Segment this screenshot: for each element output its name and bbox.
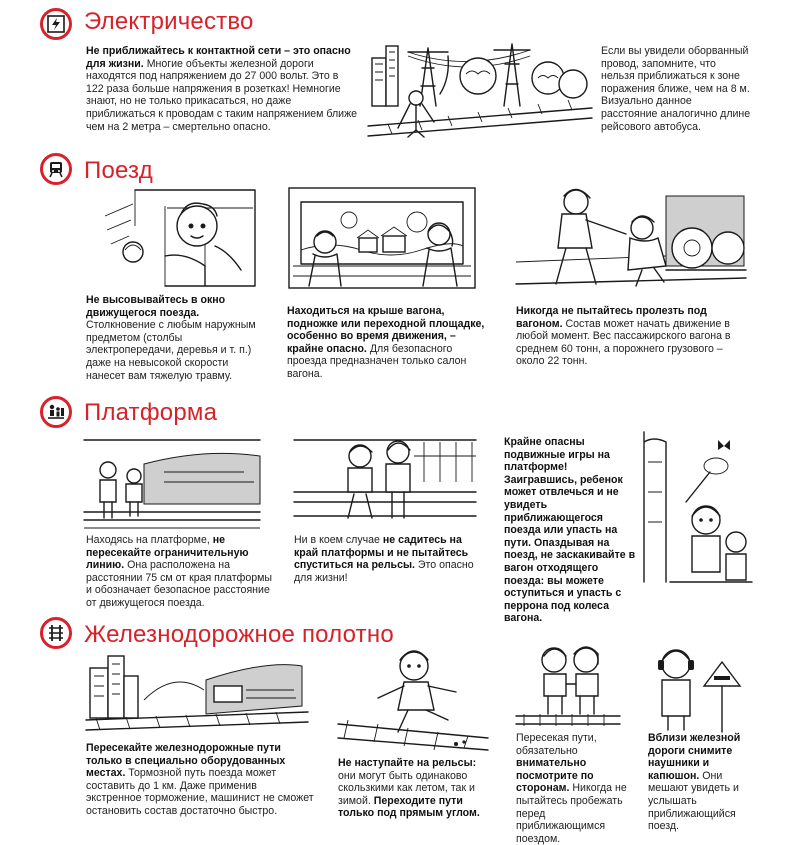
track-look-pre: Пересекая пути, обязательно bbox=[516, 732, 597, 757]
rail-track-icon bbox=[40, 617, 72, 649]
platform-games-text bbox=[504, 436, 640, 625]
train-roof-text bbox=[287, 305, 493, 381]
electricity-side-text: Если вы увидели оборванный провод, запомните, что нельзя приближаться к зоне поражения ближе, чем на 8 м. Визуально данное расстояние аналогично длине рейсового автобуса. bbox=[601, 45, 751, 133]
platform-line-pre: Находясь на платформе, bbox=[86, 534, 210, 546]
track-crossing-bold: Пересекайте железнодорожные пути только в специально оборудованных местах. bbox=[86, 742, 286, 780]
track-crossing-text bbox=[86, 742, 314, 818]
track-look-rest: Никогда не пытайтесь пробежать перед приближающимся поездом. bbox=[516, 782, 627, 845]
headphones-illustration bbox=[646, 642, 750, 732]
platform-edge-bold: не садитесь на край платформы и не пытайтесь спуститься на рельсы. bbox=[294, 534, 469, 572]
platform-games-bold1: Крайне опасны подвижные игры на платформе! Заигравшись, ребенок может отвлечься и не увидеть приближающегося поезда или упасть на пути. bbox=[504, 436, 623, 549]
slippery-rails-illustration bbox=[338, 646, 488, 750]
platform-line-rest: Она расположена на расстоянии 75 см от края платформы и обозначает безопасное расстояние от движущегося поезда. bbox=[86, 559, 272, 609]
section-title-platform: Платформа bbox=[84, 399, 218, 426]
train-window-bold: Не высовывайтесь в окно движущегося поезда. bbox=[86, 294, 226, 319]
under-wagon-illustration bbox=[516, 186, 746, 292]
track-headphones-bold: Вблизи железной дороги снимите наушники и капюшон. bbox=[648, 732, 741, 782]
electricity-warning-text bbox=[86, 45, 358, 133]
section-title-track: Железнодорожное полотно bbox=[84, 621, 394, 648]
electricity-warning-rest: Многие объекты железной дороги находятся под напряжением до 27 000 вольт. Это в 122 раза больше напряжения в розетках! Немногие знают, но не только прикасаться, но даже приближаться к проводам с таким напряжением ближе чем на 2 метра – смертельно опасно. bbox=[86, 57, 358, 133]
track-slippery-bold: Не наступайте на рельсы: bbox=[338, 757, 477, 769]
platform-line-illustration bbox=[84, 434, 260, 530]
train-icon bbox=[40, 153, 72, 185]
platform-edge-rest: Это опасно для жизни! bbox=[294, 559, 474, 584]
electricity-illustration bbox=[368, 38, 592, 138]
look-around-illustration bbox=[516, 642, 620, 726]
train-under-rest: Состав может начать движение в любой момент. Вес пассажирского вагона в среднем 60 тонн, а порожнего грузового – около 22 тонн. bbox=[516, 317, 731, 368]
platform-people-icon bbox=[40, 396, 72, 428]
track-crossing-rest: Тормозной путь поезда может составить до 1 км. Даже применив экстренное торможение, машинист не сможет остановить состав достаточно быстро. bbox=[86, 767, 314, 817]
section-title-electricity: Электричество bbox=[84, 8, 254, 35]
track-slippery-rest: они могут быть одинаково скользкими как летом, так и зимой. bbox=[338, 769, 475, 807]
section-title-train: Поезд bbox=[84, 157, 153, 184]
train-under-bold: Никогда не пытайтесь пролезть под вагоном. bbox=[516, 305, 707, 330]
window-illustration bbox=[105, 186, 265, 292]
platform-line-bold: не пересекайте ограничительную линию. bbox=[86, 534, 249, 572]
platform-games-bold2: Опаздывая на поезд, не заскакивайте в вагон отходящего поезда: вы можете оступиться и упасть с перрона под колеса вагона. bbox=[504, 536, 636, 625]
track-look-bold: внимательно посмотрите по сторонам. bbox=[516, 757, 594, 795]
platform-edge-illustration bbox=[294, 432, 476, 524]
train-under-text bbox=[516, 305, 746, 368]
track-slippery-bold2: Переходите пути только под прямым углом. bbox=[338, 794, 480, 820]
crossing-illustration bbox=[86, 650, 308, 738]
train-roof-rest: Для безопасного проезда предназначен только салон вагона. bbox=[287, 342, 467, 380]
electricity-warning-bold: Не приближайтесь к контактной сети – это опасно для жизни. bbox=[86, 45, 351, 70]
track-slippery-text bbox=[338, 757, 490, 820]
platform-line-text bbox=[86, 534, 272, 610]
platform-edge-pre: Ни в коем случае bbox=[294, 534, 380, 546]
train-roof-bold: Находиться на крыше вагона, подножке или переходной площадке, особенно во время движения, – крайне опасно. bbox=[287, 305, 485, 355]
train-window-rest: Столкновение с любым наружным предметом (столбы электропередачи, деревья и т. п.) даже на невысокой скорости нанесет вам тяжелую травму. bbox=[86, 319, 256, 382]
platform-games-illustration bbox=[640, 432, 752, 592]
track-headphones-rest: Они мешают увидеть и услышать приближающийся поезд. bbox=[648, 769, 739, 833]
platform-edge-text bbox=[294, 534, 484, 584]
lightning-bolt-icon bbox=[40, 8, 72, 40]
train-window-text bbox=[86, 294, 268, 382]
roof-illustration bbox=[287, 186, 477, 292]
track-look-text bbox=[516, 732, 632, 845]
track-headphones-text bbox=[648, 732, 752, 833]
